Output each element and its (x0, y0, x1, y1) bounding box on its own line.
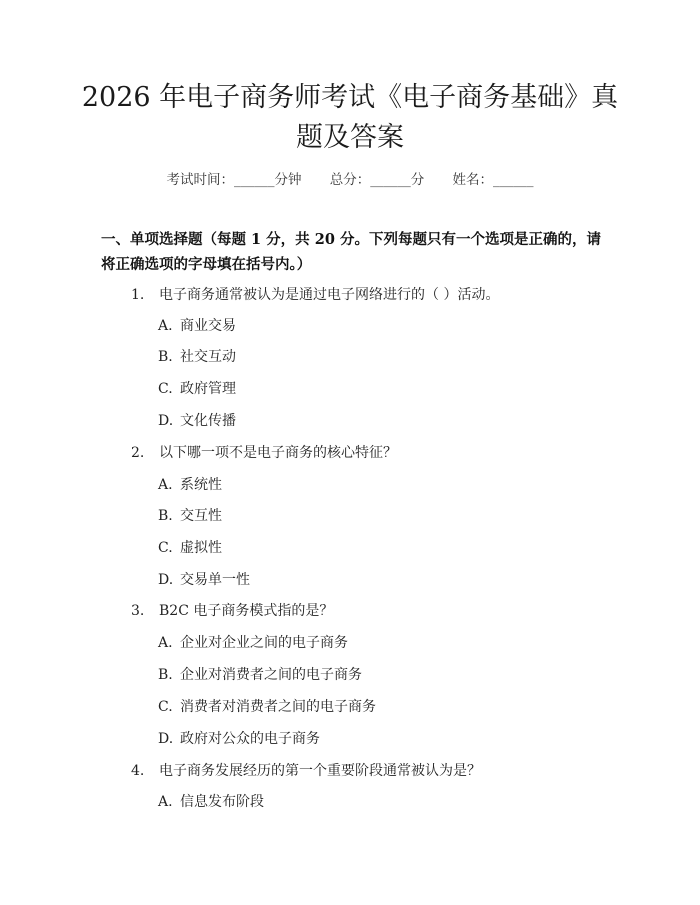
option (158, 569, 250, 589)
option-label: C. (158, 381, 173, 397)
option-text: 信息发布阶段 (180, 794, 264, 810)
question-text: 以下哪一项不是电子商务的核心特征？ (159, 445, 397, 461)
section-heading: 一、单项选择题（每题 1 分，共 20 分。下列每题只有一个选项是正确的，请将正确选项的字母填在括号内。） (101, 231, 601, 273)
question-text: 电子商务发展经历的第一个重要阶段通常被认为是？ (159, 763, 481, 779)
option-text: 交互性 (180, 508, 222, 524)
question-number: 1. (131, 287, 145, 303)
option-label: C. (158, 540, 173, 556)
title-line-2: 题及答案 (296, 122, 404, 153)
option-label: D. (158, 413, 174, 429)
option-label: A. (158, 318, 173, 334)
question (131, 442, 397, 462)
option (158, 346, 236, 366)
question (131, 600, 333, 620)
option-text: 企业对企业之间的电子商务 (180, 635, 348, 651)
question (131, 760, 481, 780)
option (158, 474, 222, 494)
exam-name-field: 姓名：______ (452, 172, 534, 188)
option (158, 378, 236, 398)
option-label: B. (158, 667, 173, 683)
option (158, 791, 264, 811)
option (158, 537, 222, 557)
option-label: D. (158, 731, 174, 747)
option-text: 交易单一性 (180, 572, 250, 588)
option (158, 664, 362, 684)
option-label: D. (158, 572, 174, 588)
option-label: C. (158, 699, 173, 715)
question-number: 3. (131, 603, 145, 619)
option (158, 696, 376, 716)
exam-time: 考试时间：______分钟 (166, 172, 302, 188)
option-label: B. (158, 508, 173, 524)
option (158, 410, 236, 430)
option-label: A. (158, 477, 173, 493)
option-label: A. (158, 635, 173, 651)
question-text: 电子商务通常被认为是通过电子网络进行的（ ）活动。 (159, 287, 500, 303)
page-title (0, 78, 700, 158)
option-text: 虚拟性 (180, 540, 222, 556)
option-label: B. (158, 349, 173, 365)
question (131, 284, 499, 304)
option-text: 消费者对消费者之间的电子商务 (180, 699, 376, 715)
option-text: 系统性 (180, 477, 222, 493)
option (158, 505, 222, 525)
option (158, 315, 236, 335)
exam-total-score: 总分：______分 (329, 172, 425, 188)
title-line-1: 2026 年电子商务师考试《电子商务基础》真 (81, 82, 619, 113)
option-text: 社交互动 (180, 349, 236, 365)
question-number: 2. (131, 445, 145, 461)
option-text: 政府管理 (180, 381, 236, 397)
option (158, 632, 348, 652)
option-text: 文化传播 (180, 413, 236, 429)
question-text: B2C 电子商务模式指的是？ (159, 603, 334, 619)
option-label: A. (158, 794, 173, 810)
question-number: 4. (131, 763, 145, 779)
exam-meta (0, 168, 700, 188)
option-text: 商业交易 (180, 318, 236, 334)
option (158, 728, 320, 748)
option-text: 企业对消费者之间的电子商务 (180, 667, 362, 683)
option-text: 政府对公众的电子商务 (180, 731, 320, 747)
